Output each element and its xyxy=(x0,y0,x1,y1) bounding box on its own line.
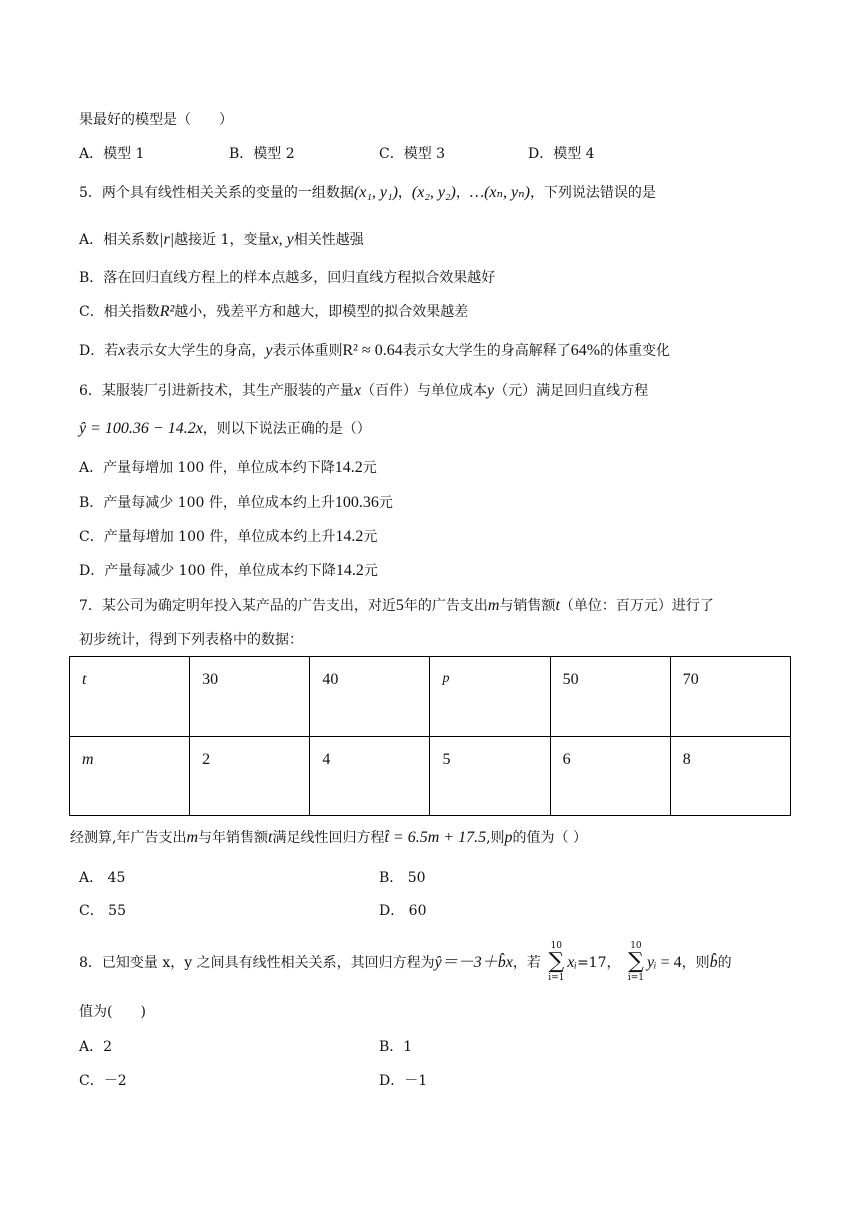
q6-equation-tail: ，则以下说法正确的是（） xyxy=(202,421,371,437)
q5-pair-2: (x₂, y₂) xyxy=(411,184,456,201)
q5-d-post: 表示女大学生的身高解释了 xyxy=(402,343,571,359)
q5-d-mid: 表示女大学生的身高， xyxy=(125,343,266,359)
q5-a-text: A．相关系数 xyxy=(79,232,160,248)
q8-sum-y-top: 10 xyxy=(630,941,642,951)
q7-option-b: B． 50 xyxy=(379,870,426,886)
q7-option-d: D． 60 xyxy=(379,903,427,919)
sigma-icon: ∑ xyxy=(628,949,644,974)
q7-after-m: m xyxy=(186,829,199,846)
q8-sum-x-top: 10 xyxy=(550,941,563,951)
table-cell-label-t: t xyxy=(70,657,190,737)
q6-b-unit: 元 xyxy=(378,495,393,511)
q8-mid: ，若 xyxy=(512,955,541,971)
q6-x: x xyxy=(353,382,362,399)
q7-after-mid2: 满足线性回归方程 xyxy=(272,830,385,846)
q6-option-a xyxy=(79,458,377,478)
q8-stem xyxy=(79,941,732,983)
q7-after-eq: t̂ = 6.5m + 17.5 xyxy=(384,829,487,846)
q5-a-r: |r| xyxy=(159,231,175,248)
q6-stem-post: （元）满足回归直线方程 xyxy=(494,383,649,399)
q7-option-c: C． 55 xyxy=(79,903,126,919)
q7-after-post: 的值为（ ） xyxy=(512,830,587,846)
q4-option-a: A．模型 1 xyxy=(79,146,145,162)
q6-equation-line xyxy=(79,419,371,439)
q6-c-unit: 元 xyxy=(363,529,378,545)
q5-c-post: 越小，残差平方和越大，即模型的拟合效果越差 xyxy=(174,304,469,320)
q6-c-val: 14.2 xyxy=(335,528,364,545)
q5-d-x: x xyxy=(118,342,126,359)
table-cell: 50 xyxy=(550,657,670,737)
q5-d-text: D．若 xyxy=(79,343,119,359)
q6-y: y xyxy=(487,382,495,399)
q5-d-eq: R² ≈ 0.64 xyxy=(342,342,403,359)
table-cell: 40 xyxy=(310,657,430,737)
q6-option-b xyxy=(79,493,393,513)
q5-stem-text: 5．两个具有线性相关关系的变量的一组数据 xyxy=(79,185,354,201)
table-cell: 4 xyxy=(310,736,430,816)
q8-sum-y xyxy=(625,941,647,983)
q6-a-val: 14.2 xyxy=(334,459,363,476)
q5-pair-1: (x₁, y₁) xyxy=(353,184,398,201)
q5-a-post: 相关性越强 xyxy=(293,232,364,248)
table-cell: 5 xyxy=(430,736,550,816)
q8-sum-x-val: =17， xyxy=(576,955,621,971)
q4-option-d: D．模型 4 xyxy=(528,146,595,162)
table-cell: p xyxy=(430,657,550,737)
q6-a-text: A．产量每增加 100 件，单位成本约下降 xyxy=(79,460,335,476)
q7-after-text: 经测算,年广告支出 xyxy=(70,830,187,846)
q6-stem xyxy=(79,381,648,401)
sigma-icon: ∑ xyxy=(548,949,565,974)
q7-line1-text: 7．某公司为确定明年投入某产品的广告支出，对近 xyxy=(79,598,396,614)
q8-sum-y-val: = 4 xyxy=(656,954,682,971)
q5-d-end: 的体重变化 xyxy=(600,343,671,359)
q5-c-r2: R² xyxy=(159,303,175,320)
q6-stem-mid: （百件）与单位成本 xyxy=(361,383,488,399)
q7-stem-line1 xyxy=(79,596,714,616)
q8-option-a: A．2 xyxy=(79,1039,113,1055)
q5-option-c xyxy=(79,302,468,322)
q6-option-d xyxy=(79,561,378,581)
q6-equation: ŷ = 100.36 − 14.2x xyxy=(79,420,203,437)
q6-b-val: 100.36 xyxy=(334,494,379,511)
q4-option-b: B．模型 2 xyxy=(229,146,295,162)
q7-m: m xyxy=(487,597,500,614)
q5-a-mid: 越接近 1，变量 xyxy=(174,232,272,248)
q5-d-y: y xyxy=(265,342,273,359)
q5-stem: 5．两个具有线性相关关系的变量的一组数据(x₁, y₁)，(x₂, y₂)，…(xₙ, yₙ)，下列说法错误的是 xyxy=(79,184,656,201)
q5-d-pct: 64% xyxy=(570,342,601,359)
q6-stem-text: 6．某服装厂引进新技术，其生产服装的产量 xyxy=(79,383,354,399)
q7-after-t: t xyxy=(268,829,273,846)
q8-option-d: D．－1 xyxy=(379,1073,428,1089)
q5-option-d xyxy=(79,341,670,361)
q8-post: ，则 xyxy=(681,955,710,971)
q8-option-b: B．1 xyxy=(379,1039,413,1055)
q4-option-c: C．模型 3 xyxy=(379,146,446,162)
table-row-m xyxy=(70,736,791,816)
table-row-t xyxy=(70,657,791,737)
q7-years: 5 xyxy=(395,597,404,614)
q7-option-a: A． 45 xyxy=(79,870,126,886)
q7-after-p: p xyxy=(504,829,513,846)
q8-sum-y-bot: i=1 xyxy=(627,973,645,983)
q8-sum-x xyxy=(545,941,567,983)
q8-sum-y-body: yᵢ xyxy=(646,954,657,971)
table-cell: 6 xyxy=(550,736,670,816)
q5-d-mid2: 表示体重则 xyxy=(272,343,343,359)
table-cell: 30 xyxy=(190,657,310,737)
q5-c-text: C．相关指数 xyxy=(79,304,160,320)
q8-stem-line2: 值为( ) xyxy=(79,1004,146,1020)
q7-data-table xyxy=(69,656,791,816)
q5-option-a xyxy=(79,230,364,250)
q8-option-c: C．－2 xyxy=(79,1073,127,1089)
q6-a-unit: 元 xyxy=(362,460,377,476)
q8-bhat: b̂ xyxy=(709,954,718,971)
q6-d-unit: 元 xyxy=(363,563,378,579)
q7-line1-post: （单位：百万元）进行了 xyxy=(559,598,714,614)
q6-option-c xyxy=(79,527,377,547)
table-cell: 70 xyxy=(670,657,790,737)
q6-d-text: D．产量每减少 100 件，单位成本约下降 xyxy=(79,563,336,579)
q7-t: t xyxy=(555,597,560,614)
q7-after-mid3: ,则 xyxy=(486,830,505,846)
q8-sum-x-body: xᵢ xyxy=(567,954,577,971)
q7-after-table xyxy=(70,828,587,848)
q5-pair-n: …(xₙ, yₙ) xyxy=(469,184,530,201)
q5-stem-post: ，下列说法错误的是 xyxy=(529,185,656,201)
q7-stem-line2: 初步统计，得到下列表格中的数据： xyxy=(79,632,303,648)
q8-end: 的 xyxy=(717,955,732,971)
q7-line1-mid2: 与销售额 xyxy=(499,598,556,614)
q6-d-val: 14.2 xyxy=(335,562,364,579)
q6-c-text: C．产量每增加 100 件，单位成本约上升 xyxy=(79,529,336,545)
q8-sum-x-bot: i=1 xyxy=(548,973,565,983)
table-cell-label-m: m xyxy=(70,736,190,816)
q8-stem-text: 8．已知变量 x，y 之间具有线性相关关系，其回归方程为 xyxy=(79,955,435,971)
q4-stem-tail: 果最好的模型是（ ） xyxy=(79,112,233,128)
q5-option-b: B．落在回归直线方程上的样本点越多，回归直线方程拟合效果越好 xyxy=(79,270,496,286)
q7-after-mid: 与年销售额 xyxy=(198,830,269,846)
table-cell: 2 xyxy=(190,736,310,816)
q7-line1-mid: 年的广告支出 xyxy=(403,598,488,614)
q6-b-text: B．产量每减少 100 件，单位成本约上升 xyxy=(79,495,335,511)
q8-eq: ŷ＝－3＋b̂x xyxy=(434,954,513,971)
q5-a-xy: x, y xyxy=(271,231,294,248)
table-cell: 8 xyxy=(670,736,790,816)
